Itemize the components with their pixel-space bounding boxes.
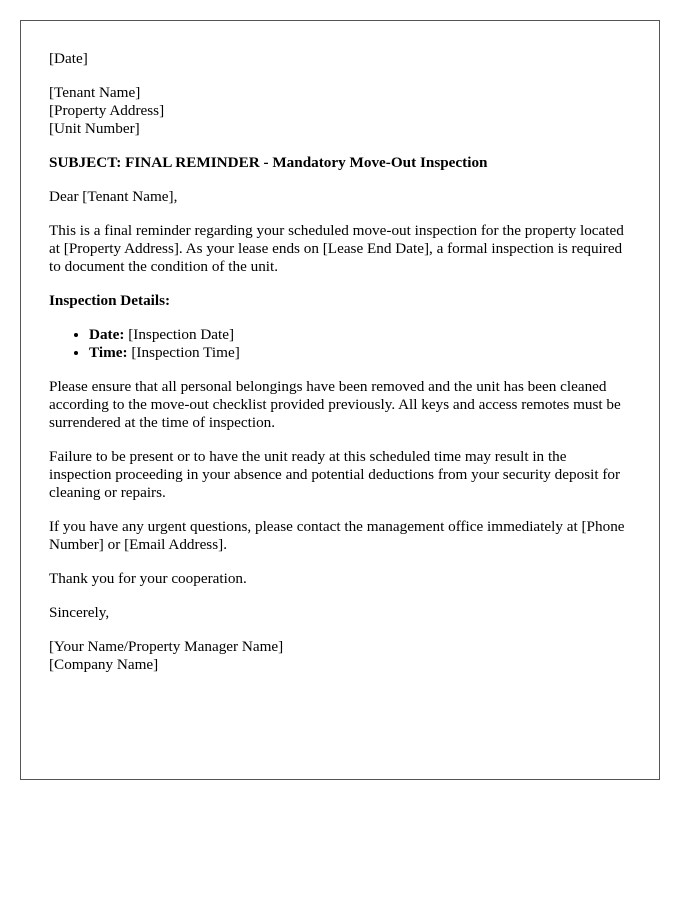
detail-date-value: [Inspection Date] (128, 326, 235, 343)
thanks-line: Thank you for your cooperation. (49, 570, 247, 587)
signature-name: [Your Name/Property Manager Name] (49, 638, 284, 655)
signature-company: [Company Name] (49, 656, 159, 673)
detail-date-label: Date: (89, 326, 125, 343)
detail-time-label: Time: (89, 344, 128, 361)
recipient-name: [Tenant Name] (49, 84, 141, 101)
letter-date: [Date] (49, 50, 88, 67)
recipient-block (49, 84, 631, 138)
detail-time-value: [Inspection Time] (131, 344, 240, 361)
intro-paragraph: This is a final reminder regarding your scheduled move-out inspection for the property located at [Property Address]. As your lease ends on [Lease End Date], a formal inspection is required to document the condition of the unit. (49, 222, 624, 275)
salutation: Dear [Tenant Name], (49, 188, 178, 205)
signature-block (49, 638, 631, 674)
recipient-unit: [Unit Number] (49, 120, 140, 137)
failure-paragraph: Failure to be present or to have the unit ready at this scheduled time may result in the inspection proceeding in your absence and potential deductions from your security deposit for cleaning or repairs. (49, 448, 621, 501)
inspection-details-heading: Inspection Details: (49, 292, 171, 309)
belongings-paragraph: Please ensure that all personal belongings have been removed and the unit has been cleaned according to the move-out checklist provided previously. All keys and access remotes must be surrendered at the time of inspection. (49, 378, 621, 431)
recipient-address: [Property Address] (49, 102, 165, 119)
subject-line: SUBJECT: FINAL REMINDER - Mandatory Move-Out Inspection (49, 154, 488, 171)
detail-item-time (89, 344, 631, 362)
contact-paragraph: If you have any urgent questions, please contact the management office immediately at [Phone Number] or [Email Address]. (49, 518, 625, 553)
closing-line: Sincerely, (49, 604, 110, 621)
inspection-details-list (49, 326, 631, 362)
letter-page (20, 20, 660, 780)
detail-item-date (89, 326, 631, 344)
